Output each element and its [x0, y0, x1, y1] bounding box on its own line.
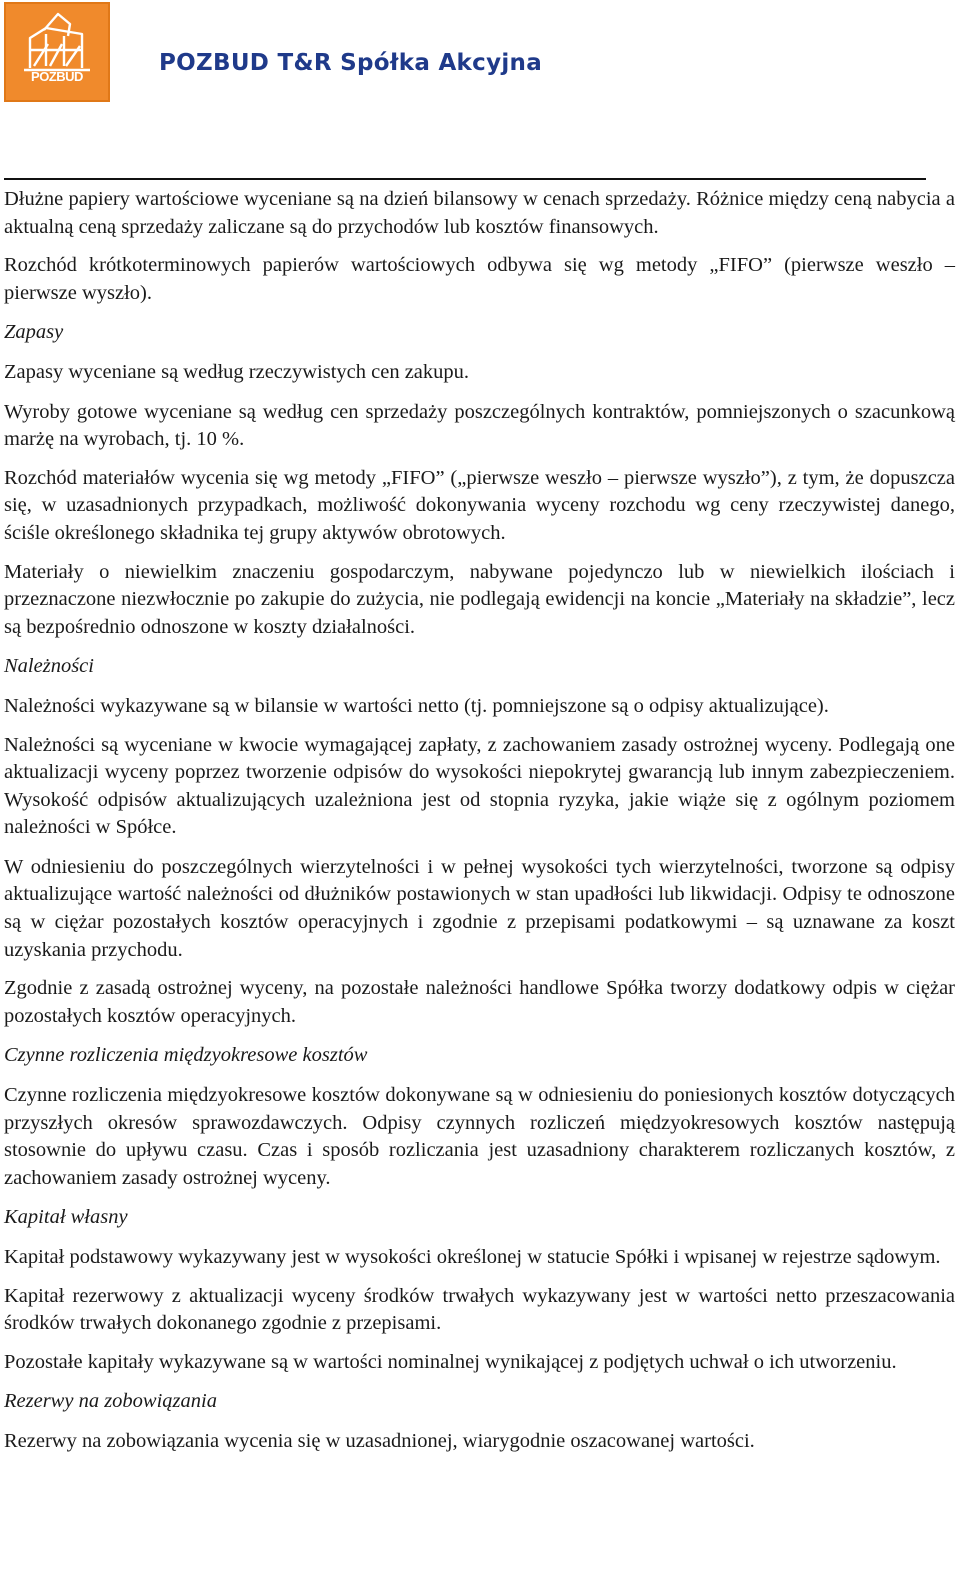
paragraph: Kapitał rezerwowy z aktualizacji wyceny środków trwałych wykazywany jest w wartości netto przeszacowania środków trwałych dokonanego zgodnie z przepisami. — [4, 1284, 955, 1335]
section-heading: Należności — [4, 655, 94, 678]
paragraph: Zapasy wyceniane są według rzeczywistych cen zakupu. — [4, 360, 470, 383]
paragraph: Pozostałe kapitały wykazywane są w wartości nominalnej wynikającej z podjętych uchwał o ich utworzeniu. — [4, 1350, 897, 1373]
paragraph: Rozchód krótkoterminowych papierów wartościowych odbywa się wg metody „FIFO” (pierwsze weszło – pierwsze wyszło). — [4, 254, 955, 304]
document-body — [4, 184, 955, 1456]
paragraph: Rezerwy na zobowiązania wycenia się w uzasadnionej, wiarygodnie oszacowanej wartości. — [4, 1429, 755, 1452]
paragraph: Dłużne papiery wartościowe wyceniane są na dzień bilansowy w cenach sprzedaży. Różnice między ceną nabycia a aktualną ceną sprzedaży zaliczane są do przychodów lub kosztów finansowych. — [4, 188, 955, 238]
paragraph: Zgodnie z zasadą ostrożnej wyceny, na pozostałe należności handlowe Spółka tworzy dodatkowy odpis w ciężar pozostałych kosztów operacyjnych. — [4, 977, 955, 1027]
paragraph: Wyroby gotowe wyceniane są według cen sprzedaży poszczególnych kontraktów, pomniejszonych o szacunkową marżę na wyrobach, tj. 10 %. — [4, 400, 955, 451]
window-house-icon — [6, 4, 108, 100]
page-header — [0, 0, 960, 110]
section-heading: Kapitał własny — [4, 1206, 128, 1229]
section-heading: Czynne rozliczenia międzyokresowe kosztów — [4, 1044, 368, 1067]
header-divider — [4, 178, 926, 180]
paragraph: Należności wykazywane są w bilansie w wartości netto (tj. pomniejszone są o odpisy aktualizujące). — [4, 694, 829, 717]
section-heading: Rezerwy na zobowiązania — [4, 1390, 217, 1413]
paragraph: Rozchód materiałów wycenia się wg metody „FIFO” („pierwsze weszło – pierwsze wyszło”), z tym, że dopuszcza się, w uzasadnionych przypadkach, możliwość dokonywania wyceny rozchodu wg ceny rzeczywistej danego, ściśle określonego składnika tej grupy aktywów obrotowych. — [4, 466, 955, 544]
paragraph: W odniesieniu do poszczególnych wierzytelności i w pełnej wysokości tych wierzytelności, tworzone są odpisy aktualizujące wartość należności od dłużników postawionych w stan upadłości lub likwidacji. Odpisy te odnoszone są w ciężar pozostałych kosztów operacyjnych i zgodnie z przepisami podatkowymi – są uznawane za koszt uzyskania przychodu. — [4, 855, 955, 961]
paragraph: Czynne rozliczenia międzyokresowe kosztów dokonywane są w odniesieniu do poniesionych kosztów dotyczących przyszłych okresów sprawozdawczych. Odpisy czynnych rozliczeń międzyokresowych kosztów następują stosownie do upływu czasu. Czas i sposób rozliczania jest uzasadniony charakterem rozliczanych kosztów, z zachowaniem zasady ostrożnej wyceny. — [4, 1084, 955, 1189]
paragraph: Materiały o niewielkim znaczeniu gospodarczym, nabywane pojedynczo lub w niewielkich ilościach i przeznaczone niezwłocznie po zakupie do zużycia, nie podlegają ewidencji na koncie „Materiały na składzie”, lecz są bezpośrednio odnoszone w koszty działalności. — [4, 560, 955, 638]
logo-wordmark: POZBUD — [31, 69, 83, 84]
section-heading: Zapasy — [4, 321, 64, 344]
paragraph: Należności są wyceniane w kwocie wymagającej zapłaty, z zachowaniem zasady ostrożnej wyceny. Podlegają one aktualizacji wyceny poprzez tworzenie odpisów do wysokości niepokrytej gwarancją lub innym zabezpieczeniem. Wysokość odpisów aktualizujących uzależniona jest od stopnia ryzyka, jakie wiąże się z ogólnym poziomem należności w Spółce. — [4, 733, 955, 839]
pozbud-logo — [4, 2, 110, 102]
company-name: POZBUD T&R Spółka Akcyjna — [159, 50, 543, 76]
paragraph: Kapitał podstawowy wykazywany jest w wysokości określonej w statucie Spółki i wpisanej w rejestrze sądowym. — [4, 1246, 941, 1268]
